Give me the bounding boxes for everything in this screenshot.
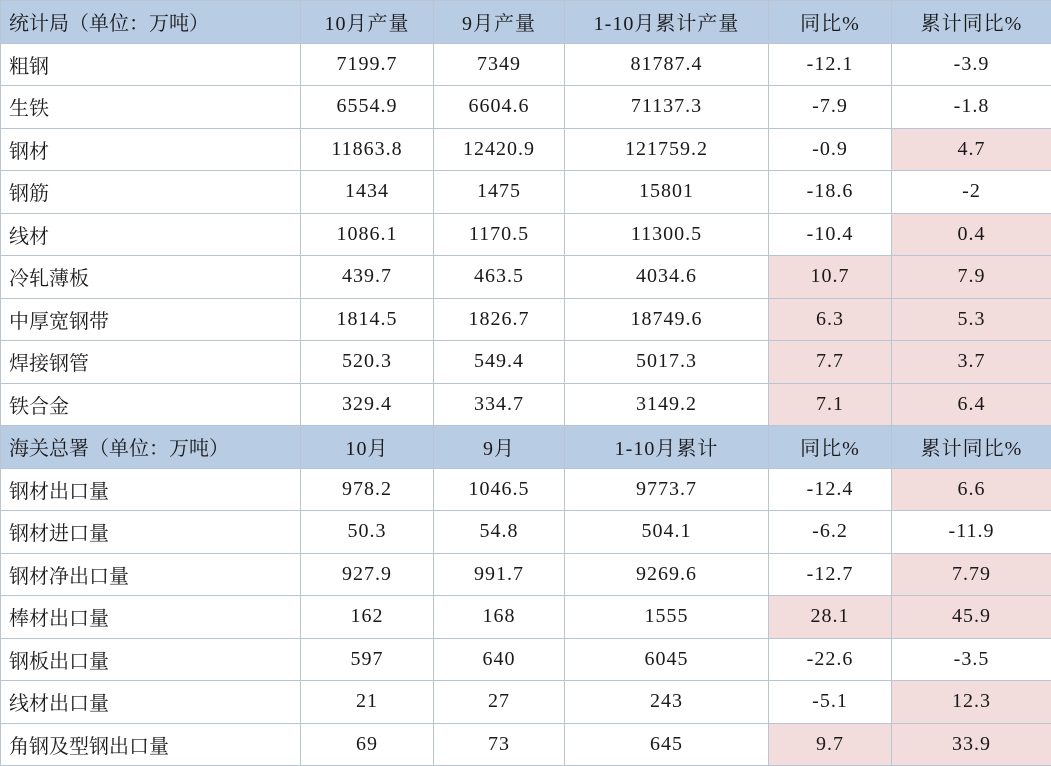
table-row	[1, 723, 1051, 766]
cell-cumulative-yoy: -1.8	[892, 86, 1051, 129]
row-label: 粗钢	[1, 43, 301, 86]
cell-month-current: 21	[301, 681, 434, 724]
cell-cumulative-yoy: 7.79	[892, 553, 1051, 596]
cell-cumulative: 121759.2	[565, 128, 769, 171]
cell-cumulative: 81787.4	[565, 43, 769, 86]
table-header-cell: 9月	[434, 426, 565, 469]
cell-cumulative-yoy: -11.9	[892, 511, 1051, 554]
table-header-label: 海关总署（单位：万吨）	[1, 426, 301, 469]
cell-month-previous: 1170.5	[434, 213, 565, 256]
cell-month-current: 1434	[301, 171, 434, 214]
row-label: 中厚宽钢带	[1, 298, 301, 341]
cell-month-previous: 6604.6	[434, 86, 565, 129]
cell-cumulative-yoy: -3.5	[892, 638, 1051, 681]
row-label: 焊接钢管	[1, 341, 301, 384]
cell-month-current: 1086.1	[301, 213, 434, 256]
table-row	[1, 681, 1051, 724]
cell-month-current: 7199.7	[301, 43, 434, 86]
cell-cumulative-yoy: 4.7	[892, 128, 1051, 171]
table-row	[1, 43, 1051, 86]
cell-cumulative-yoy: -3.9	[892, 43, 1051, 86]
cell-month-current: 69	[301, 723, 434, 766]
cell-yoy: -22.6	[769, 638, 892, 681]
cell-month-current: 597	[301, 638, 434, 681]
cell-month-previous: 640	[434, 638, 565, 681]
cell-cumulative: 645	[565, 723, 769, 766]
table-row	[1, 596, 1051, 639]
cell-yoy: -7.9	[769, 86, 892, 129]
cell-cumulative: 18749.6	[565, 298, 769, 341]
table-row	[1, 298, 1051, 341]
cell-yoy: 6.3	[769, 298, 892, 341]
cell-yoy: -12.4	[769, 468, 892, 511]
cell-yoy: 7.7	[769, 341, 892, 384]
table-row	[1, 511, 1051, 554]
table-header-row	[1, 1, 1051, 44]
cell-cumulative-yoy: 6.4	[892, 383, 1051, 426]
cell-cumulative: 504.1	[565, 511, 769, 554]
cell-yoy: -6.2	[769, 511, 892, 554]
cell-month-previous: 991.7	[434, 553, 565, 596]
table-row	[1, 553, 1051, 596]
table-row	[1, 128, 1051, 171]
cell-month-current: 162	[301, 596, 434, 639]
cell-yoy: 10.7	[769, 256, 892, 299]
cell-month-previous: 73	[434, 723, 565, 766]
table-row	[1, 213, 1051, 256]
cell-cumulative: 4034.6	[565, 256, 769, 299]
table-header-cell: 9月产量	[434, 1, 565, 44]
cell-month-current: 1814.5	[301, 298, 434, 341]
cell-cumulative-yoy: 7.9	[892, 256, 1051, 299]
table-header-cell: 同比%	[769, 1, 892, 44]
cell-cumulative: 1555	[565, 596, 769, 639]
row-label: 钢材	[1, 128, 301, 171]
row-label: 钢材净出口量	[1, 553, 301, 596]
row-label: 棒材出口量	[1, 596, 301, 639]
row-label: 钢材出口量	[1, 468, 301, 511]
cell-cumulative-yoy: 3.7	[892, 341, 1051, 384]
cell-cumulative: 6045	[565, 638, 769, 681]
cell-month-previous: 168	[434, 596, 565, 639]
cell-month-current: 439.7	[301, 256, 434, 299]
cell-yoy: 28.1	[769, 596, 892, 639]
cell-month-previous: 334.7	[434, 383, 565, 426]
cell-yoy: -12.7	[769, 553, 892, 596]
cell-cumulative: 15801	[565, 171, 769, 214]
cell-month-current: 978.2	[301, 468, 434, 511]
table-row	[1, 468, 1051, 511]
table-header-cell: 同比%	[769, 426, 892, 469]
cell-yoy: -5.1	[769, 681, 892, 724]
row-label: 线材出口量	[1, 681, 301, 724]
cell-yoy: 9.7	[769, 723, 892, 766]
table-header-cell: 10月产量	[301, 1, 434, 44]
table-row	[1, 638, 1051, 681]
cell-cumulative-yoy: 33.9	[892, 723, 1051, 766]
row-label: 生铁	[1, 86, 301, 129]
cell-month-current: 329.4	[301, 383, 434, 426]
cell-cumulative: 3149.2	[565, 383, 769, 426]
cell-month-previous: 27	[434, 681, 565, 724]
cell-cumulative-yoy: -2	[892, 171, 1051, 214]
cell-yoy: 7.1	[769, 383, 892, 426]
table-row	[1, 256, 1051, 299]
table-row	[1, 383, 1051, 426]
table-header-cell: 10月	[301, 426, 434, 469]
cell-cumulative: 71137.3	[565, 86, 769, 129]
table-row	[1, 341, 1051, 384]
row-label: 冷轧薄板	[1, 256, 301, 299]
cell-month-previous: 54.8	[434, 511, 565, 554]
cell-cumulative-yoy: 0.4	[892, 213, 1051, 256]
cell-yoy: -12.1	[769, 43, 892, 86]
cell-month-previous: 549.4	[434, 341, 565, 384]
cell-month-previous: 1046.5	[434, 468, 565, 511]
cell-yoy: -10.4	[769, 213, 892, 256]
table-header-cell: 累计同比%	[892, 426, 1051, 469]
cell-month-current: 50.3	[301, 511, 434, 554]
table-header-cell: 1-10月累计	[565, 426, 769, 469]
table-header-cell: 累计同比%	[892, 1, 1051, 44]
cell-cumulative: 243	[565, 681, 769, 724]
cell-month-previous: 7349	[434, 43, 565, 86]
cell-cumulative: 9773.7	[565, 468, 769, 511]
table-row	[1, 86, 1051, 129]
cell-month-current: 927.9	[301, 553, 434, 596]
cell-month-current: 520.3	[301, 341, 434, 384]
table-header-cell: 1-10月累计产量	[565, 1, 769, 44]
cell-cumulative-yoy: 45.9	[892, 596, 1051, 639]
cell-month-current: 6554.9	[301, 86, 434, 129]
cell-cumulative: 11300.5	[565, 213, 769, 256]
table-row	[1, 171, 1051, 214]
cell-cumulative-yoy: 6.6	[892, 468, 1051, 511]
cell-month-previous: 1475	[434, 171, 565, 214]
row-label: 角钢及型钢出口量	[1, 723, 301, 766]
row-label: 钢材进口量	[1, 511, 301, 554]
row-label: 线材	[1, 213, 301, 256]
cell-yoy: -0.9	[769, 128, 892, 171]
row-label: 钢筋	[1, 171, 301, 214]
cell-cumulative: 9269.6	[565, 553, 769, 596]
row-label: 铁合金	[1, 383, 301, 426]
cell-month-previous: 463.5	[434, 256, 565, 299]
table-header-label: 统计局（单位：万吨）	[1, 1, 301, 44]
cell-month-previous: 12420.9	[434, 128, 565, 171]
cell-cumulative-yoy: 5.3	[892, 298, 1051, 341]
table-header-row	[1, 426, 1051, 469]
cell-cumulative-yoy: 12.3	[892, 681, 1051, 724]
cell-month-previous: 1826.7	[434, 298, 565, 341]
cell-yoy: -18.6	[769, 171, 892, 214]
cell-month-current: 11863.8	[301, 128, 434, 171]
cell-cumulative: 5017.3	[565, 341, 769, 384]
row-label: 钢板出口量	[1, 638, 301, 681]
